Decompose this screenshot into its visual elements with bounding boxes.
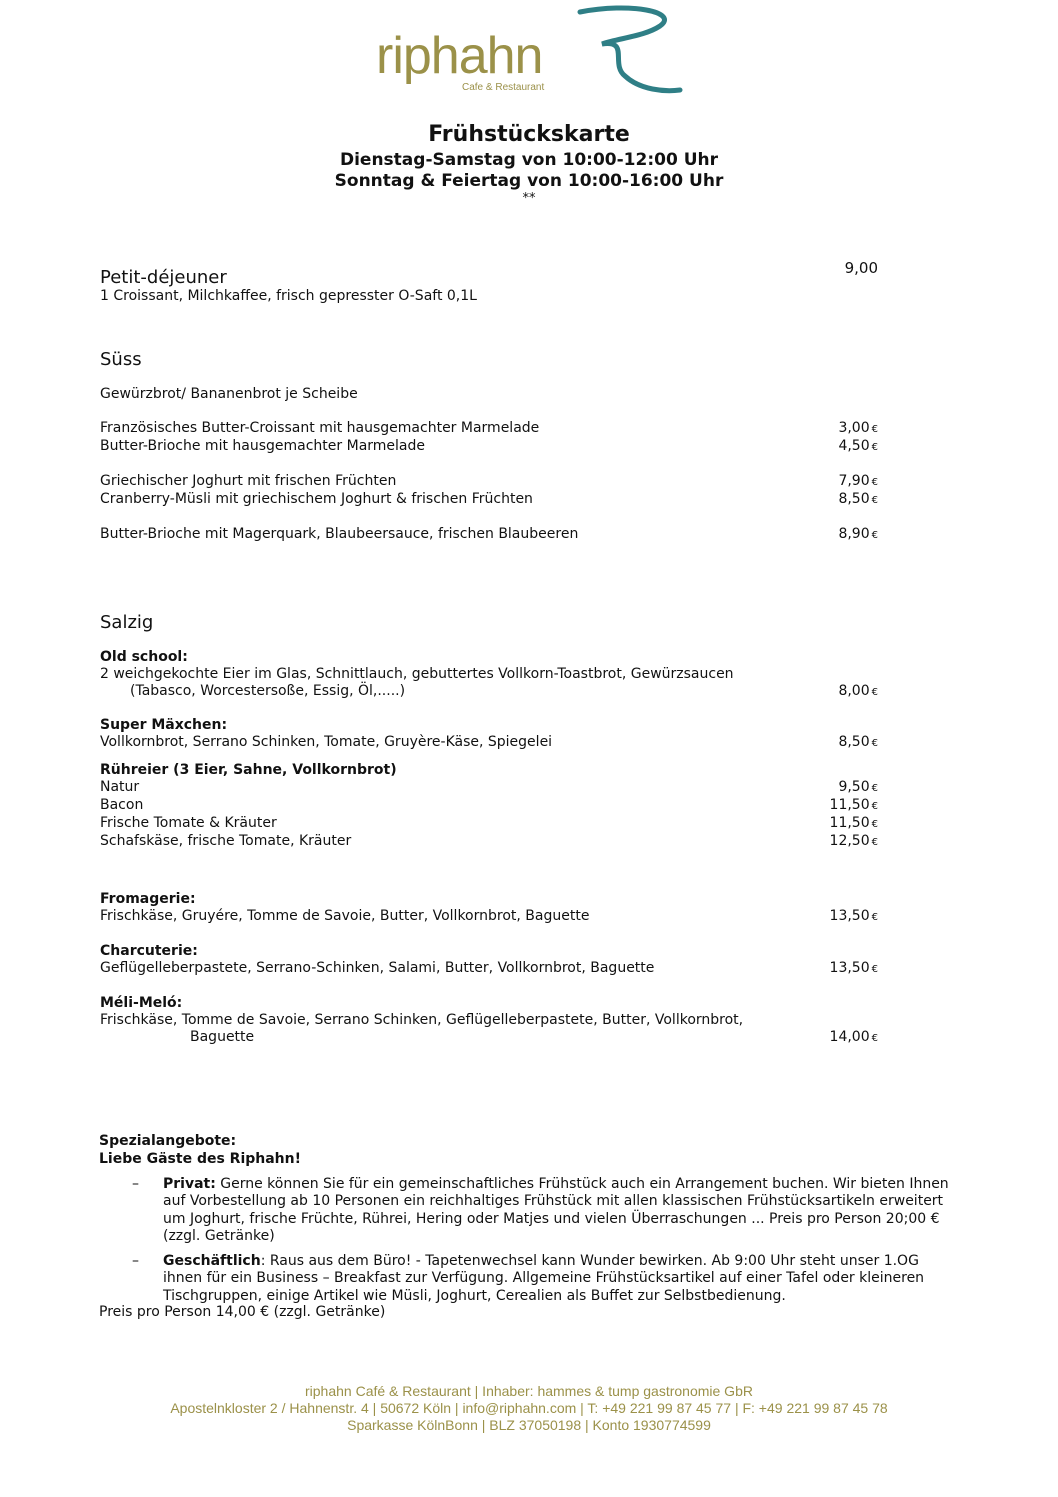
menu-item: Butter-Brioche mit Magerquark, Blaubeersauce, frischen Blaubeeren [100, 526, 579, 542]
menu-item: 2 weichgekochte Eier im Glas, Schnittlauch, gebuttertes Vollkorn-Toastbrot, Gewürzsaucen [100, 666, 734, 682]
menu-item-title: Charcuterie: [100, 943, 198, 959]
menu-item: Frischkäse, Gruyére, Tomme de Savoie, Butter, Vollkornbrot, Baguette [100, 908, 590, 924]
hours-sunday: Sonntag & Feiertag von 10:00-16:00 Uhr [334, 171, 724, 191]
menu-item-price: 8,50 € [838, 491, 878, 507]
special-title: Spezialangebote: [99, 1133, 237, 1149]
menu-item: Französisches Butter-Croissant mit hausgemachter Marmelade [100, 420, 540, 436]
page-title: Frühstückskarte [428, 122, 630, 147]
special-gesch-price: Preis pro Person 14,00 € (zzgl. Getränke) [99, 1304, 386, 1320]
special-privat: Privat: Gerne können Sie für ein gemeinschaftliches Frühstück auch ein Arrangement buchen. Wir bieten Ihnen auf Vorbestellung ab 10 Personen ein reichhaltiges Frühstück mit allen klassischen Frühstücksartikeln erweitert um Joghurt, frische Früchte, Rührei, Hering oder Matjes und vielen Überraschungen ... Preis pro Person 20;00 € (zzgl. Getränke) [163, 1176, 949, 1244]
logo-swoosh-icon [570, 4, 690, 96]
logo-subtitle: Cafe & Restaurant [462, 82, 545, 93]
menu-item-price: 8,00 € [838, 683, 878, 699]
menu-item-price: 12,50 € [829, 833, 878, 849]
menu-item-price: 8,90 € [838, 526, 878, 542]
menu-item: Vollkornbrot, Serrano Schinken, Tomate, Gruyère-Käse, Spiegelei [100, 734, 553, 750]
menu-item-price: 13,50 € [829, 908, 878, 924]
menu-item: Frische Tomate & Kräuter [100, 815, 277, 831]
menu-item-price: 4,50 € [838, 438, 878, 454]
menu-item-price: 9,50 € [838, 779, 878, 795]
menu-item-price: 8,50 € [838, 734, 878, 750]
menu-item-title: Rühreier (3 Eier, Sahne, Vollkornbrot) [100, 762, 397, 778]
menu-item: Cranberry-Müsli mit griechischem Joghurt & frischen Früchten [100, 491, 533, 507]
menu-item-title: Old school: [100, 649, 188, 665]
menu-item-title: Fromagerie: [100, 891, 196, 907]
footer-owner: riphahn Café & Restaurant | Inhaber: hammes & tump gastronomie GbR [305, 1383, 753, 1399]
hours-weekday: Dienstag-Samstag von 10:00-12:00 Uhr [339, 150, 719, 170]
menu-item-price: 11,50 € [829, 815, 878, 831]
separator: ** [522, 191, 536, 206]
menu-item: Baguette [190, 1029, 255, 1045]
logo-wordmark: riphahn [376, 27, 543, 85]
petit-price: 9,00 [844, 259, 878, 277]
footer-bank: Sparkasse KölnBonn | BLZ 37050198 | Konto 1930774599 [347, 1417, 711, 1433]
menu-item: Frischkäse, Tomme de Savoie, Serrano Schinken, Geflügelleberpastete, Butter, Vollkornbrot, [100, 1012, 744, 1028]
menu-item-price: 14,00 € [829, 1029, 878, 1045]
menu-item-price: 3,00 € [838, 420, 878, 436]
menu-item: (Tabasco, Worcestersoße, Essig, Öl,.....) [130, 683, 406, 699]
menu-item: Gewürzbrot/ Bananenbrot je Scheibe [100, 386, 358, 402]
section-heading-suess: Süss [100, 349, 142, 370]
menu-item-price: 11,50 € [829, 797, 878, 813]
menu-item-title: Méli-Meló: [100, 995, 183, 1011]
menu-item: Bacon [100, 797, 144, 813]
section-heading-petit: Petit-déjeuner [100, 267, 227, 288]
menu-item-title: Super Mäxchen: [100, 717, 228, 733]
menu-item-price: 7,90 € [838, 473, 878, 489]
menu-item: Schafskäse, frische Tomate, Kräuter [100, 833, 352, 849]
menu-item: Geflügelleberpastete, Serrano-Schinken, Salami, Butter, Vollkornbrot, Baguette [100, 960, 655, 976]
menu-item: Griechischer Joghurt mit frischen Früchten [100, 473, 397, 489]
menu-item: Natur [100, 779, 140, 795]
special-geschaeftlich: Geschäftlich: Raus aus dem Büro! - Tapetenwechsel kann Wunder bewirken. Ab 9:00 Uhr steht unser 1.OG ihnen für ein Business – Breakfast zur Verfügung. Allgemeine Frühstücksartikel auf einer Tafel oder kleineren Tischgruppen, einige Artikel wie Müsli, Joghurt, Cerealien als Buffet zur Selbstbedienung. [163, 1253, 925, 1304]
section-heading-salzig: Salzig [100, 612, 154, 633]
bullet-icon: – [132, 1176, 139, 1192]
bullet-icon: – [132, 1253, 139, 1269]
petit-description: 1 Croissant, Milchkaffee, frisch gepresster O-Saft 0,1L [100, 288, 477, 304]
special-greeting: Liebe Gäste des Riphahn! [99, 1151, 301, 1167]
footer-contact: Apostelnkloster 2 / Hahnenstr. 4 | 50672 Köln | info@riphahn.com | T: +49 221 99 87 45 77 | F: +49 221 99 87 45 78 [170, 1400, 888, 1416]
menu-item: Butter-Brioche mit hausgemachter Marmelade [100, 438, 426, 454]
menu-item-price: 13,50 € [829, 960, 878, 976]
